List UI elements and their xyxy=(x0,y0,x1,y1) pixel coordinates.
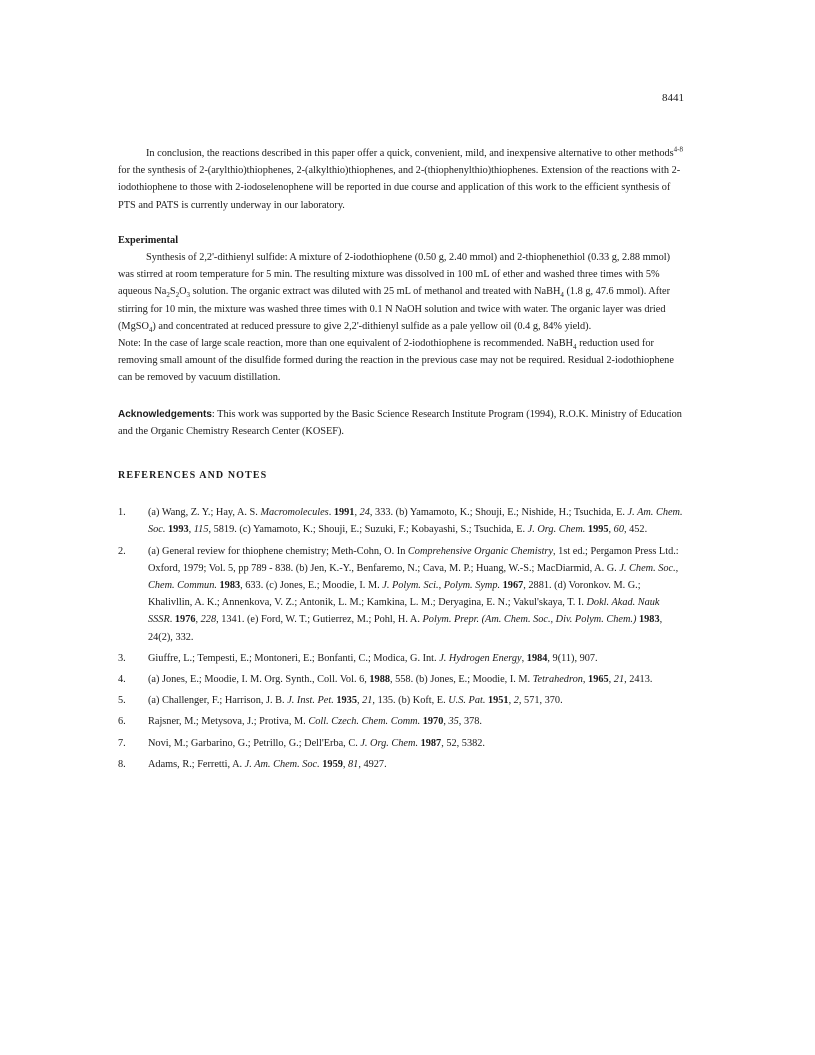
experimental-heading: Experimental xyxy=(118,234,179,246)
subscript: 3 xyxy=(186,291,190,300)
reference-text: Giuffre, L.; Tempesti, E.; Montoneri, E.; Bonfanti, C.; Modica, G. Int. J. Hydrogen Energy, 1984, 9(11), 907. xyxy=(148,652,598,664)
reference-text: Rajsner, M.; Metysova, J.; Protiva, M. Coll. Czech. Chem. Comm. 1970, 35, 378. xyxy=(148,716,482,728)
reference-item xyxy=(118,692,683,709)
experimental-text: Synthesis of 2,2'-dithienyl sulfide: A mixture of 2-iodothiophene (0.50 g, 2.40 mmol) and 2-thiophenethiol (0.33 g, 2.88 mmol) was stirred at room temperature for 5 min. The resulting mixture was dissolved in 100 mL of ether and washed three times with 5% aqueous Na xyxy=(118,252,671,298)
conclusion-text: In conclusion, the reactions described in this paper offer a quick, convenient, mild, and inexpensive alternative to other methods xyxy=(146,148,674,159)
reference-number: 3. xyxy=(118,652,126,664)
subscript: 2 xyxy=(166,291,170,300)
reference-item xyxy=(118,504,683,538)
subscript: 4 xyxy=(573,343,577,352)
experimental-text: S xyxy=(169,286,176,298)
reference-number: 4. xyxy=(118,674,126,686)
experimental-text: (1.8 g, 47.6 mmol). After stirring for 10 min, the mixture was washed three times with 0.1 N NaOH solution and twice with water. The organic layer was dried (MgSO xyxy=(118,286,671,332)
acknowledgements-paragraph xyxy=(118,406,683,440)
experimental-text: ) and concentrated at reduced pressure to give 2,2'-dithienyl sulfide as a pale yellow oil (0.4 g, 84% yield). xyxy=(152,320,592,332)
experimental-text: solution. The organic extract was diluted with 25 mL of methanol and treated with NaBH xyxy=(190,286,561,298)
note-text: Note: In the case of large scale reaction, more than one equivalent of 2-iodothiophene is recommended. NaBH xyxy=(118,338,573,350)
acknowledgements-label: Acknowledgements xyxy=(118,408,212,420)
page-number: 8441 xyxy=(662,92,684,104)
reference-text: (a) Jones, E.; Moodie, I. M. Org. Synth., Coll. Vol. 6, 1988, 558. (b) Jones, E.; Moodie, I. M. Tetrahedron, 1965, 21, 2413. xyxy=(148,674,653,686)
reference-number: 7. xyxy=(118,737,126,749)
reference-item xyxy=(118,650,683,667)
subscript: 2 xyxy=(175,291,180,300)
reference-text: (a) General review for thiophene chemistry; Meth-Cohn, O. In Comprehensive Organic Chemistry, 1st ed.; Pergamon Press Ltd.: Oxford, 1979; Vol. 5, pp 789 - 838. (b) Jen, K.-Y., Benfaremo, N.; Cava, M. P.; Huang, W.-S.; MacDiarmid, A. G. J. Chem. Soc., Chem. Commun. 1983, 633. (c) Jones, E.; Moodie, I. M. J. Polym. Sci., Polym. Symp. 1967, 2881. (d) Voronkov. M. G.; Khalivllin, A. K.; Annenkova, V. Z.; Antonik, L. M.; Kamkina, L. M.; Deryagina, E. N.; Vakul'skaya, T. I. Dokl. Akad. Nauk SSSR. 1976, 228, 1341. (e) Ford, W. T.; Gutierrez, M.; Pohl, H. A. Polym. Prepr. (Am. Chem. Soc., Div. Polym. Chem.) 1983, 24(2), 332. xyxy=(148,545,679,643)
reference-number: 5. xyxy=(118,695,126,707)
reference-item xyxy=(118,756,683,773)
reference-text: (a) Wang, Z. Y.; Hay, A. S. Macromolecules. 1991, 24, 333. (b) Yamamoto, K.; Shouji, E.; Nishide, H.; Tsuchida, E. J. Am. Chem. Soc. 1993, 115, 5819. (c) Yamamoto, K.; Shouji, E.; Suzuki, F.; Kobayashi, S.; Tsuchida, E. J. Org. Chem. 1995, 60, 452. xyxy=(148,507,683,536)
conclusion-text-cont: for the synthesis of 2-(arylthio)thiophenes, 2-(alkylthio)thiophenes, and 2-(thiophenylthio)thiophenes. Extension of the reactions with 2-iodothiophene to those with 2-iodoselenophene will be reported in due course and application of this work to the efficient synthesis of PTS and PATS is currently underway in our laboratory. xyxy=(118,165,681,211)
reference-number: 1. xyxy=(118,507,126,519)
experimental-text: O xyxy=(179,286,187,298)
experimental-paragraph xyxy=(118,249,683,335)
reference-number: 2. xyxy=(118,545,126,557)
page-body xyxy=(118,145,683,777)
reference-item xyxy=(118,543,683,646)
reference-item xyxy=(118,671,683,688)
reference-text: Adams, R.; Ferretti, A. J. Am. Chem. Soc. 1959, 81, 4927. xyxy=(148,758,387,770)
reference-text: (a) Challenger, F.; Harrison, J. B. J. Inst. Pet. 1935, 21, 135. (b) Koft, E. U.S. Pat. 1951, 2, 571, 370. xyxy=(148,695,563,707)
reference-list xyxy=(118,504,683,773)
reference-text: Novi, M.; Garbarino, G.; Petrillo, G.; Dell'Erba, C. J. Org. Chem. 1987, 52, 5382. xyxy=(148,737,485,749)
acknowledgements-text: : This work was supported by the Basic Science Research Institute Program (1994), R.O.K. Ministry of Education and the Organic Chemistry Research Center (KOSEF). xyxy=(118,408,682,437)
reference-number: 8. xyxy=(118,758,126,770)
subscript: 4 xyxy=(560,291,564,300)
references-heading: REFERENCES AND NOTES xyxy=(118,470,268,482)
reference-item xyxy=(118,735,683,752)
conclusion-paragraph xyxy=(118,145,683,214)
experimental-note xyxy=(118,335,683,387)
citation-superscript: 4-8 xyxy=(673,145,683,154)
reference-number: 6. xyxy=(118,716,126,728)
subscript: 4 xyxy=(148,325,153,334)
reference-item xyxy=(118,713,683,730)
note-text: reduction used for removing small amount of the disulfide formed during the reaction in the previous case may not be required. Residual 2-iodothiophene can be removed by vacuum distillation. xyxy=(118,338,674,384)
